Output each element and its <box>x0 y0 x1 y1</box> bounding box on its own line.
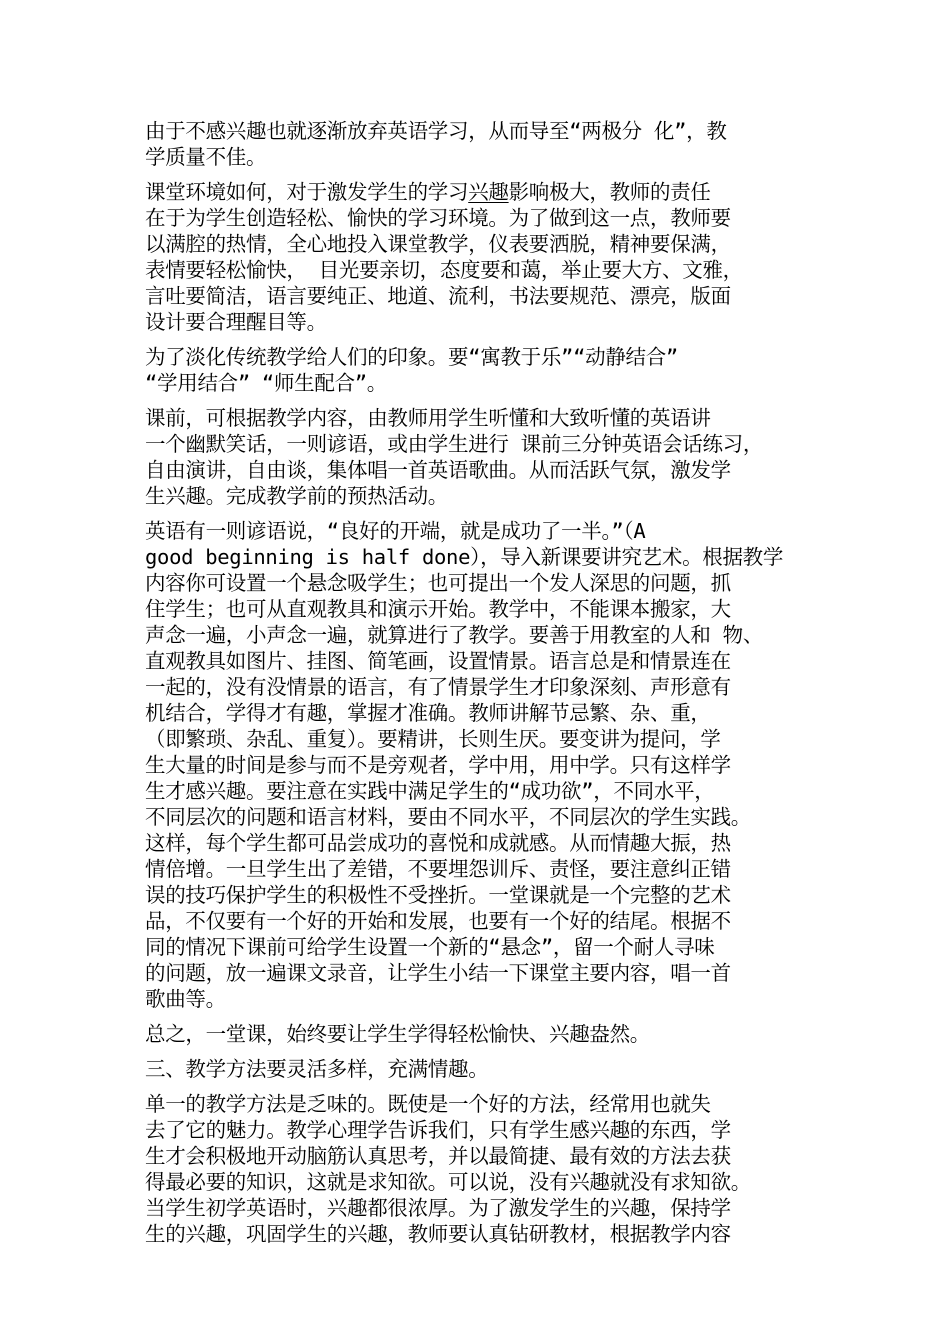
text-line: 英语有一则谚语说，“良好的开端，就是成功了一半。”（A <box>145 519 646 543</box>
text-line: 得最必要的知识，这就是求知欲。可以说，没有兴趣就没有求知欲。 <box>145 1170 751 1194</box>
paragraph-1 <box>145 118 815 170</box>
text-line: 同的情况下课前可给学生设置一个新的“悬念”，留一个耐人寻味 <box>145 935 715 959</box>
text-line: 三、教学方法要灵活多样，充满情趣。 <box>145 1057 489 1081</box>
text-line: “学用结合” “师生配合”。 <box>145 371 388 395</box>
text-line: （即繁琐、杂乱、重复）。要精讲，长则生厌。要变讲为提问，学 <box>145 727 721 751</box>
text-line: 内容你可设置一个悬念吸学生；也可提出一个发人深思的问题，抓 <box>145 571 731 595</box>
text-line: 生的兴趣，巩固学生的兴趣，教师要认真钻研教材，根据教学内容 <box>145 1222 731 1246</box>
text-line: 设计要合理醒目等。 <box>145 310 327 334</box>
text-line: 当学生初学英语时，兴趣都很浓厚。为了激发学生的兴趣，保持学 <box>145 1196 731 1220</box>
text-line <box>145 179 815 205</box>
text-line: 直观教具如图片、挂图、简笔画，设置情景。语言总是和情景连在 <box>145 649 731 673</box>
underlined-term: 兴趣 <box>468 180 509 204</box>
text-line: 不同层次的问题和语言材料，要由不同水平，不同层次的学生实践。 <box>145 805 751 829</box>
text-line: 去了它的魅力。教学心理学告诉我们，只有学生感兴趣的东西，学 <box>145 1118 731 1142</box>
text-line: 的问题，放一遍课文录音，让学生小结一下课堂主要内容，唱一首 <box>145 961 731 985</box>
text-line: 学质量不佳。 <box>145 145 267 169</box>
text-line: 住学生；也可从直观教具和演示开始。教学中，不能课本搬家，大 <box>145 597 731 621</box>
paragraph-7 <box>145 1091 815 1247</box>
text-line: 误的技巧保护学生的积极性不受挫折。一堂课就是一个完整的艺术 <box>145 883 731 907</box>
paragraph-3 <box>145 344 815 396</box>
text-line: 一个幽默笑话，一则谚语，或由学生进行 课前三分钟英语会话练习， <box>145 432 764 456</box>
text-line: 表情要轻松愉快， 目光要亲切，态度要和蔼，举止要大方、文雅， <box>145 258 743 282</box>
text-line: 总之，一堂课，始终要让学生学得轻松愉快、兴趣盎然。 <box>145 1022 650 1046</box>
text-line: 单一的教学方法是乏味的。既使是一个好的方法，经常用也就失 <box>145 1092 711 1116</box>
text-line: 品，不仅要有一个好的开始和发展，也要有一个好的结尾。根据不 <box>145 909 731 933</box>
text-segment: 影响极大，教师的责任 <box>508 180 711 204</box>
text-line: 为了淡化传统教学给人们的印象。要“寓教于乐”“动静结合” <box>145 345 678 369</box>
section-heading <box>145 1056 815 1082</box>
text-line: 声念一遍，小声念一遍，就算进行了教学。要善于用教室的人和 物、 <box>145 623 764 647</box>
text-line: 以满腔的热情，全心地投入课堂教学，仪表要洒脱，精神要保满， <box>145 232 731 256</box>
paragraph-2 <box>145 179 815 335</box>
text-line: 情倍增。一旦学生出了差错，不要埋怨训斥、责怪，要注意纠正错 <box>145 857 731 881</box>
text-line: 由于不感兴趣也就逐渐放弃英语学习，从而导至“两极分 化”，教 <box>145 119 727 143</box>
paragraph-5 <box>145 518 815 1012</box>
text-line: good beginning is half done），导入新课要讲究艺术。根据教学 <box>145 545 784 569</box>
text-line: 机结合，学得才有趣，掌握才准确。教师讲解节忌繁、杂、重， <box>145 701 711 725</box>
text-line: 生兴趣。完成教学前的预热活动。 <box>145 484 448 508</box>
paragraph-6 <box>145 1021 815 1047</box>
text-line: 课前，可根据教学内容，由教师用学生听懂和大致听懂的英语讲 <box>145 406 711 430</box>
text-line: 歌曲等。 <box>145 987 226 1011</box>
text-line: 生大量的时间是参与而不是旁观者，学中用，用中学。只有这样学 <box>145 753 731 777</box>
text-line: 一起的，没有没情景的语言，有了情景学生才印象深刻、声形意有 <box>145 675 731 699</box>
text-line: 言吐要简洁，语言要纯正、地道、流利，书法要规范、漂亮，版面 <box>145 284 731 308</box>
text-line: 自由演讲，自由谈，集体唱一首英语歌曲。从而活跃气氛，激发学 <box>145 458 731 482</box>
text-line: 生才会积极地开动脑筋认真思考，并以最简捷、最有效的方法去获 <box>145 1144 731 1168</box>
text-line: 在于为学生创造轻松、愉快的学习环境。为了做到这一点，教师要 <box>145 206 731 230</box>
text-segment: 课堂环境如何，对于激发学生的学习 <box>145 180 469 204</box>
text-line: 这样，每个学生都可品尝成功的喜悦和成就感。从而情趣大振，热 <box>145 831 731 855</box>
paragraph-4 <box>145 405 815 509</box>
text-line: 生才感兴趣。要注意在实践中满足学生的“成功欲”，不同水平， <box>145 779 715 803</box>
document-body <box>145 118 815 1256</box>
